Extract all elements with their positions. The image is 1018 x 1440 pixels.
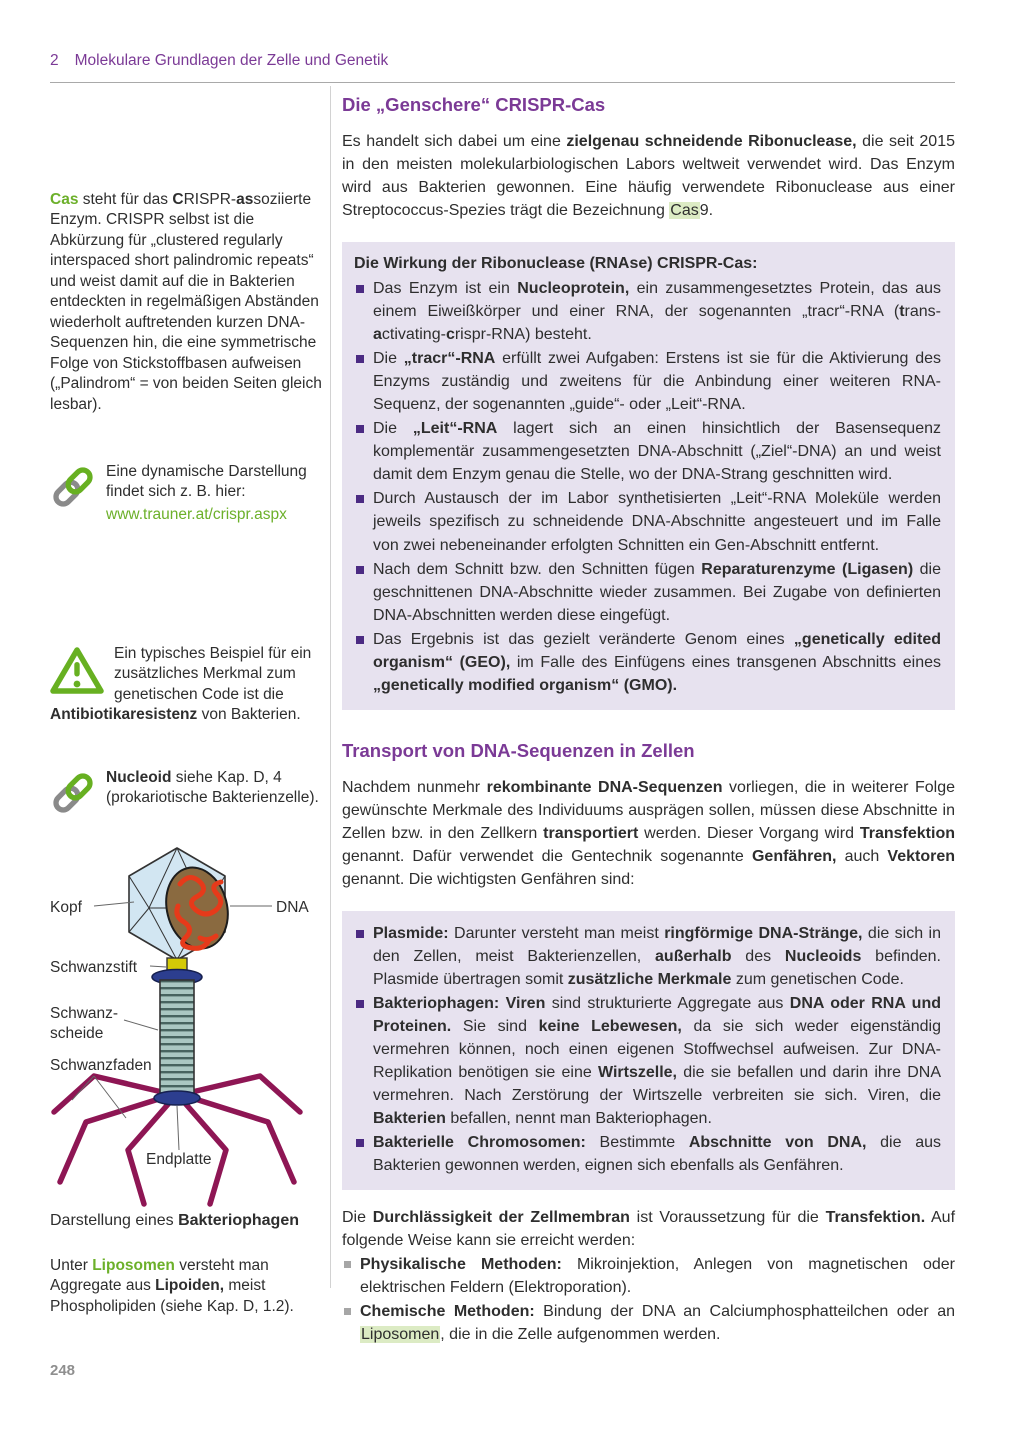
sidebar-liposomen-block [50,1256,322,1317]
genfaehren-list [354,922,941,1177]
label-kopf: Kopf [50,899,82,916]
info-box-genfaehren [342,911,955,1190]
bullet-text: Die „Leit“-RNA lagert sich an einen hinsichtlich der Basensequenz komplementär zusammengesetzten DNA-Abschnitt („Ziel“-DNA) an und weist damit dem Enzym genau die Stelle, wo der DNA-Strang geschnitten wird. [373,420,942,484]
square-bullet-icon [356,425,364,433]
warning-note-text: Ein typisches Beispiel für ein zusätzliches Merkmal zum genetischen Code ist die Antibiotikaresistenz von Bakterien. [50,645,312,724]
label-schwanzscheide-1: Schwanz- [50,1005,119,1022]
label-dna: DNA [276,899,309,916]
bullet-text: Nach dem Schnitt bzw. den Schnitten fügen Reparaturenzyme (Ligasen) die geschnittenen DNA-Abschnitte wieder zusammen. Bei Zugabe von definierten DNA-Abschnitten werden diese eingefügt. [373,560,942,624]
info-box-bullet-item [354,277,941,346]
info-box-bullet-item [354,347,941,416]
transport-paragraph: Nachdem nunmehr rekombinante DNA-Sequenzen vorliegen, die in weiterer Folge gewünschte Merkmale des Individuums ausprägen sollen, müssen diese Abschnitte in Zellen bzw. in den Zellkern transportiert werden. Dieser Vorgang wird Transfektion genannt. Dafür verwendet die Gentechnik sogenannte Genfähren, auch Vektoren genannt. Die wichtigsten Genfähren sind: [342,778,956,888]
chapter-number: 2 [50,52,59,69]
info-box-rnase [342,242,955,710]
info-box-bullet-item [354,558,941,627]
square-bullet-icon [356,1000,364,1008]
phage-base-plate [154,1091,200,1105]
method-bullet-item [342,1300,955,1346]
nucleoid-note-text: Nucleoid siehe Kap. D, 4 (prokariotische Bakterienzelle). [106,769,319,807]
sidebar-note-cas [50,190,322,415]
crispr-link[interactable]: www.trauner.at/crispr.aspx [106,505,287,523]
info-box-bullet-item [354,628,941,697]
info-box-bullet-item [354,922,941,991]
sidebar-warning-block [50,644,322,726]
bullet-text: Durch Austausch der im Labor synthetisierten „Leit“-RNA Moleküle werden jeweils spezifisch zu schneidende DNA-Abschnitte angesteuert und im Falle von zwei nebeneinander erfolgten Schnitten ein Gen-Abschnitt entfernt. [373,490,941,554]
square-bullet-icon [356,495,364,503]
chain-link-icon [50,770,96,822]
bullet-text: Physikalische Methoden: Mikroinjektion, Anlegen von magnetischen oder elektrischen Feldern (Elektroporation). [360,1256,955,1297]
info-box-list [354,277,941,697]
method-bullet-item [342,1253,955,1299]
phage-head [129,848,236,960]
chapter-title: Molekulare Grundlagen der Zelle und Genetik [74,52,389,69]
info-box-bullet-item [354,487,941,556]
bullet-text: Plasmide: Darunter versteht man meist ringförmige DNA-Stränge, die sich in den Zellen, meist Bakterienzellen, außerhalb des Nucleoids befinden. Plasmide übertragen somit zusätzliche Merkmale zum genetischen Code. [373,924,941,988]
square-bullet-icon [356,930,364,938]
square-bullet-icon [356,355,364,363]
info-box-bullet-item [354,1131,941,1177]
section-heading-transport: Transport von DNA-Sequenzen in Zellen [342,739,695,761]
bullet-text: Bakteriophagen: Viren sind strukturierte Aggregate aus DNA oder RNA und Proteinen. Sie sind keine Lebewesen, da sie sich weder eigenständig vermehren können, noch einen eigenen Stoffwechsel aufweisen. Zur DNA-Replikation benötigen sie eine Wirtszelle, die sie befallen und darin ihre DNA vermehren. Nach Zerstörung der Wirtszelle verbreiten sie sich. Viren, die Bakterien befallen, nennt man Bakteriophagen. [373,994,942,1128]
bullet-text: Bakterielle Chromosomen: Bestimmte Abschnitte von DNA, die aus Bakterien gewonnen werden, eignen sich ebenfalls als Genfähren. [373,1134,941,1175]
square-bullet-icon [344,1308,351,1315]
label-schwanzstift: Schwanzstift [50,959,138,976]
membrane-paragraph: Die Durchlässigkeit der Zellmembran ist Voraussetzung für die Transfektion. Auf folgende Weise kann sie erreicht werden: [342,1209,956,1250]
label-schwanzfaden: Schwanzfaden [50,1057,152,1074]
square-bullet-icon [356,1139,364,1147]
liposomen-note-text: Unter Liposomen versteht man Aggregate aus Lipoiden, meist Phospholipiden (siehe Kap. D, 1.2). [50,1257,294,1315]
square-bullet-icon [356,636,364,644]
sidebar-link-block [50,462,322,525]
link-note-text: Eine dynamische Darstellung findet sich z. B. hier: [106,463,307,501]
page-number: 248 [50,1362,76,1379]
header-rule [50,82,955,83]
info-box-bullet-item [354,992,941,1130]
bullet-text: Das Enzym ist ein Nucleoprotein, ein zusammengesetztes Protein, das aus einem Eiweißkörper und einer RNA, der sogenannten „tracr“-RNA (trans-activating-crispr-RNA) besteht. [373,280,942,344]
bullet-text: Die „tracr“-RNA erfüllt zwei Aufgaben: Erstens ist sie für die Aktivierung des Enzyms zuständig und zweitens für die Anbindung einer weiteren RNA-Sequenz, der sogenannten „guide“- oder „Leit“-RNA. [373,350,942,414]
warning-triangle-icon [50,646,104,702]
running-header [50,52,388,70]
intro-paragraph: Es handelt sich dabei um eine zielgenau schneidende Ribonuclease, die seit 2015 in den meisten molekularbiologischen Labors weltweit verwendet wird. Das Enzym wird aus Bakterien gewonnen. Eine häufig verwendete Ribonuclease aus einer Streptococcus-Spezies trägt die Bezeichnung Cas9. [342,133,955,220]
square-bullet-icon [356,566,364,574]
sidebar-nucleoid-block [50,768,322,824]
info-box-title: Die Wirkung der Ribonuclease (RNAse) CRISPR-Cas: [354,255,758,273]
main-column [342,86,955,1347]
label-schwanzscheide-2: scheide [50,1025,104,1042]
bullet-text: Das Ergebnis ist das gezielt veränderte Genom eines „genetically edited organism“ (GEO), im Falle des Einfügens eines transgenen Abschnitts eines „genetically modified organism“ (GMO). [373,630,942,694]
info-box-bullet-item [354,417,941,486]
methods-list [342,1253,955,1346]
chain-link-icon [50,464,96,516]
square-bullet-icon [356,285,364,293]
bacteriophage-diagram [50,846,322,1214]
phage-tail-sheath [160,980,194,1096]
bullet-text: Chemische Methoden: Bindung der DNA an Calciumphosphatteilchen oder an Liposomen, die in die Zelle aufgenommen werden. [360,1303,956,1344]
diagram-caption: Darstellung eines Bakteriophagen [50,1212,299,1229]
section-heading-crispr: Die „Genschere“ CRISPR-Cas [342,94,606,115]
cas-note-text: Cas steht für das CRISPR-assoziierte Enzym. CRISPR selbst ist die Abkürzung für „clustered regularly interspaced short palindromic repeats“ und weist damit auf die in Bakterien entdeckten in regelmäßigen Abständen wiederholt auftretenden kurzen DNA-Sequenzen hin, die eine symmetrische Folge von Stickstoffbasen aufweisen („Palindrom“ = von beiden Seiten gleich lesbar). [50,191,322,413]
label-endplatte: Endplatte [146,1151,212,1168]
column-divider [330,86,331,1288]
square-bullet-icon [344,1261,351,1268]
